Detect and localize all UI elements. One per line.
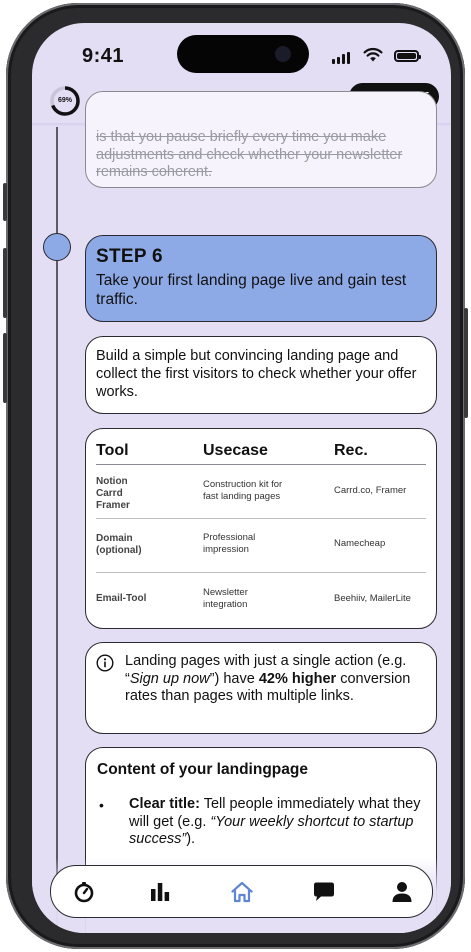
home-icon[interactable] [229, 879, 255, 905]
bullet-body: Tell people immediately what they will get (e.g. [129, 796, 421, 830]
table-cell-rec: Namecheap [334, 538, 386, 549]
bullet-text [129, 796, 431, 849]
tool-line: Domain [96, 533, 133, 544]
tool-line: Carrd [96, 488, 123, 499]
table-row-divider [96, 572, 426, 573]
dynamic-island [177, 35, 309, 73]
timer-icon[interactable] [71, 879, 97, 905]
step-card[interactable] [85, 235, 437, 322]
phone-frame [6, 3, 465, 949]
column-header-tool: Tool [96, 442, 129, 459]
signal-icon [332, 52, 350, 64]
screen [32, 23, 451, 933]
usecase-line: fast landing pages [203, 490, 281, 502]
content-title: Content of your landingpage [97, 761, 308, 778]
description-text: Build a simple but convincing landing page and collect the first visitors to check whether your offer works. [96, 348, 417, 400]
tool-line: Email-Tool [96, 593, 147, 604]
table-cell-tool [96, 476, 130, 512]
camera [275, 46, 291, 62]
table-row-divider [96, 518, 426, 519]
tool-line: Framer [96, 500, 130, 511]
usecase-line: impression [203, 543, 249, 555]
info-text [125, 653, 431, 706]
info-text-part: ”) have [209, 670, 259, 687]
step-number: STEP 6 [96, 246, 163, 267]
column-header-usecase: Usecase [203, 442, 268, 459]
bullet-body: ). [186, 831, 196, 847]
bullet-dot: • [99, 797, 104, 813]
battery-icon [394, 50, 419, 62]
table-cell-tool [96, 533, 142, 557]
info-example-action: Sign up now [129, 670, 210, 687]
table-cell-usecase [203, 532, 255, 555]
previous-step-card [85, 91, 437, 188]
power-button [464, 308, 468, 418]
silent-switch [3, 183, 7, 221]
volume-down-button [3, 333, 7, 403]
bullet-quote: “Your weekly shortcut to startup success” [129, 813, 414, 847]
info-icon [96, 654, 114, 672]
table-cell-rec: Carrd.co, Framer [334, 485, 407, 496]
tool-line: (optional) [96, 545, 142, 556]
tool-line: Notion [96, 476, 128, 487]
bullet-label: Clear title: [129, 796, 200, 812]
description-card [85, 336, 437, 414]
progress-label: 69% [57, 97, 72, 104]
step-marker[interactable] [43, 233, 71, 261]
chart-icon[interactable] [147, 879, 173, 905]
table-cell-rec: Beehiiv, MailerLite [334, 593, 411, 604]
info-text-part: conversion rates than pages with multiple links. [125, 670, 411, 704]
usecase-line: Newsletter [203, 587, 248, 598]
chat-icon[interactable] [311, 879, 337, 905]
status-time: 9:41 [82, 45, 125, 67]
table-cell-usecase [203, 587, 248, 610]
previous-step-text: is that you pause briefly every time you make adjustments and check whether your newsletter remains coherent. [96, 129, 403, 180]
info-card [85, 642, 437, 734]
table-header-divider [96, 464, 426, 465]
usecase-line: integration [203, 598, 248, 610]
volume-up-button [3, 248, 7, 318]
usecase-line: Professional [203, 532, 256, 543]
usecase-line: Construction kit for [203, 479, 283, 490]
step-title: Take your first landing page live and gain test traffic. [96, 272, 407, 308]
info-highlight: 42% higher [258, 670, 337, 687]
table-cell-usecase [203, 479, 282, 502]
tab-bar [50, 865, 433, 918]
column-header-rec: Rec. [334, 442, 368, 459]
progress-ring [49, 85, 81, 117]
table-cell-tool [96, 593, 146, 605]
wifi-icon [363, 47, 383, 63]
info-text-part: Landing pages with just a single action (e.g. “ [125, 653, 407, 687]
tools-table [85, 428, 437, 629]
profile-icon[interactable] [389, 879, 415, 905]
